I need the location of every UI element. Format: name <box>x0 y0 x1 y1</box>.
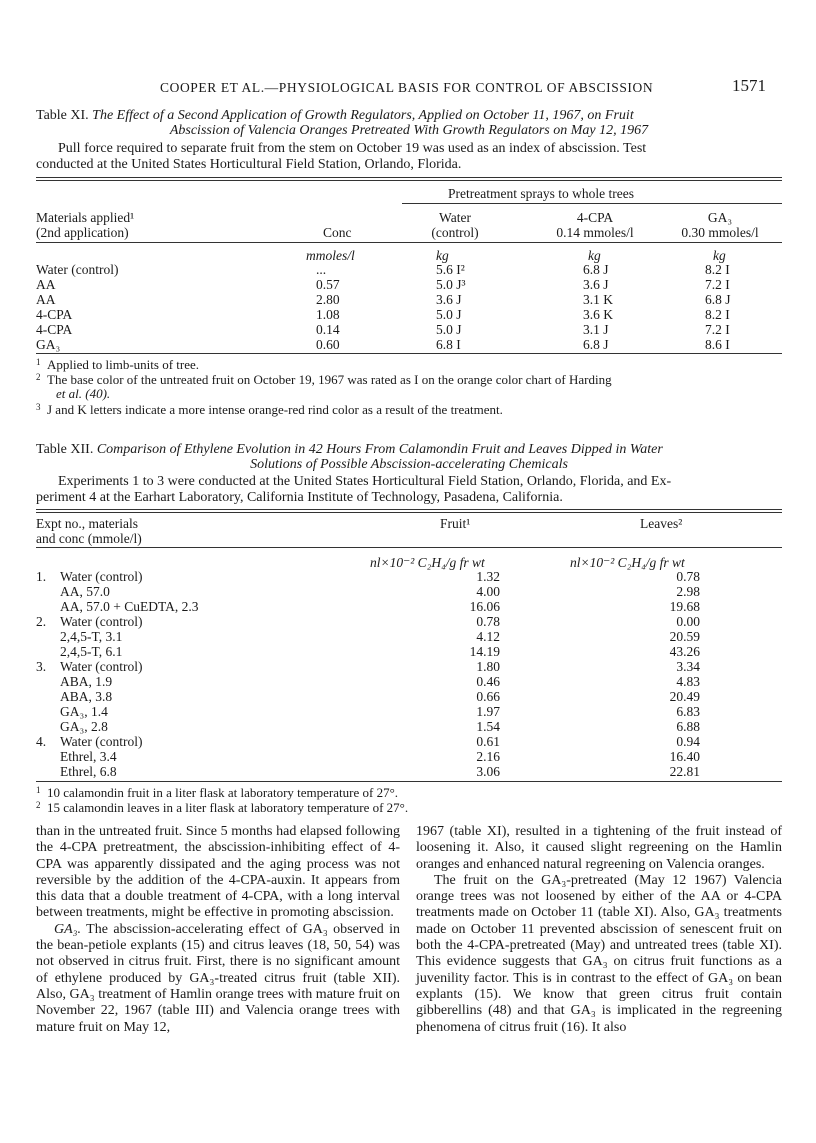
table12-label: Table XII. <box>36 442 94 457</box>
table-cell: 4.12 <box>476 629 500 644</box>
table-row: 2,4,5-T, 6.1 <box>60 644 123 659</box>
table12-col-expt-2: and conc (mmole/l) <box>36 531 142 546</box>
table-cell: 2.80 <box>316 292 340 307</box>
table-cell: 43.26 <box>669 644 700 659</box>
table11-header-rule <box>36 242 782 243</box>
body-right-column <box>416 824 782 1036</box>
table12-unit-leaves: nl×10⁻² C₂H₄/g fr wt <box>570 555 685 570</box>
table11-col-materials-2: (2nd application) <box>36 225 129 240</box>
table-cell: 1. <box>36 569 47 584</box>
table-cell: 1.32 <box>476 569 500 584</box>
table-cell: 1.80 <box>476 659 500 674</box>
table-cell: 5.6 I² <box>436 262 465 277</box>
table12-title-line1: Comparison of Ethylene Evolution in 42 Hours From Calamondin Fruit and Leaves Dipped in Water <box>96 442 663 457</box>
table-cell: 3.6 K <box>583 307 613 322</box>
table12-intro-line1: Experiments 1 to 3 were conducted at the United States Horticultural Field Station, Orlando, Florida, and Ex- <box>58 474 672 489</box>
table11-col-ga-1: GA₃ <box>707 210 733 225</box>
table11-footnote-2: $^2$ The base color of the untreated fruit on October 19, 1967 was rated as I on the orange color chart of Harding <box>36 372 612 387</box>
table-cell: 0.78 <box>676 569 700 584</box>
table-row: Water (control) <box>60 734 143 749</box>
table-cell: 1.08 <box>316 307 340 322</box>
table-cell: 20.59 <box>669 629 700 644</box>
page-number: 1571 <box>732 76 766 95</box>
table12-intro <box>36 474 782 506</box>
body-paragraph-text: The abscission-accelerating effect of GA₃ observed in the bean-petiole explants (15) and citrus leaves (18, 50, 54) was not observed in citrus fruit. First, there is no significant amount of ethylene produced by GA₃-treated citrus fruit (table XII). Also, GA₃ treatment of Hamlin orange trees with mature fruit on November 22, 1967 (table III) and Valencia orange trees with mature fruit on May 12, <box>36 921 400 1035</box>
table-cell: 5.0 J <box>436 307 462 322</box>
table11-top-rule <box>36 177 782 178</box>
table12-header-rule <box>36 547 782 548</box>
table12-footnote-1: $^1$ 10 calamondin fruit in a liter flask at laboratory temperature of 27°. <box>36 785 399 800</box>
table-cell: 0.57 <box>316 277 340 292</box>
table-cell: 1.54 <box>476 719 500 734</box>
table-cell: 2.16 <box>476 749 500 764</box>
table-row: AA <box>36 277 56 292</box>
table-cell: 8.2 I <box>705 307 730 322</box>
table12-col-leaves: Leaves² <box>640 516 683 531</box>
table11-group-rule <box>402 203 782 204</box>
table-cell: 16.06 <box>469 599 500 614</box>
footnote-text: 10 calamondin fruit in a liter flask at laboratory temperature of 27°. <box>47 785 399 800</box>
footnote-text: The base color of the untreated fruit on October 19, 1967 was rated as I on the orange color chart of Harding <box>47 372 612 387</box>
table11-col-cpa-2: 0.14 mmoles/l <box>556 225 634 240</box>
table-cell: 2.98 <box>676 584 700 599</box>
table11-title-line2: Abscission of Valencia Oranges Pretreated With Growth Regulators on May 12, 1967 <box>169 123 649 138</box>
table-row: GA₃, 2.8 <box>60 719 108 734</box>
table-cell: 5.0 J <box>436 322 462 337</box>
table-row: AA <box>36 292 56 307</box>
table-cell: 8.2 I <box>705 262 730 277</box>
table12-caption <box>36 442 782 472</box>
table-cell: 6.8 J <box>583 337 609 352</box>
table-cell: 0.78 <box>476 614 500 629</box>
table-row: Water (control) <box>60 614 143 629</box>
body-paragraph: The fruit on the GA₃-pretreated (May 12 1967) Valencia orange trees was not loosened by either of the AA or 4-CPA treatments made on October 11 (table XI). Also, GA₃ treatments made on October 11 prevented abscission of senescent fruit on both the 4-CPA-pretreated (May) and untreated trees (table XI). This evidence suggests that GA₃ on citrus fruit functions as a juvenility factor. This is in contrast to the effect of GA₃ on bean explants (15). We know that green citrus fruit contain gibberellins (48) and that GA₃ is implicated in the regreening phenomena of citrus fruit (16). It also <box>416 872 782 1035</box>
table11-intro <box>36 141 782 173</box>
table11-unit-water: kg <box>436 248 449 263</box>
table-cell: 6.88 <box>676 719 700 734</box>
table-row: AA, 57.0 + CuEDTA, 2.3 <box>60 599 199 614</box>
section-head: GA₃. <box>54 921 82 937</box>
table-row: ABA, 1.9 <box>60 674 113 689</box>
table-row: Ethrel, 3.4 <box>60 749 117 764</box>
table11-unit-ga: kg <box>713 248 726 263</box>
table-cell: 0.14 <box>316 322 340 337</box>
table12-top-rule <box>36 509 782 510</box>
body-paragraph: 1967 (table XI), resulted in a tightening of the fruit instead of loosening it. Also, it caused slight regreening on the Hamlin oranges and enhanced natural regreening on Valencia oranges. <box>416 824 782 872</box>
table-row: 4-CPA <box>36 322 73 337</box>
table-cell: 22.81 <box>669 764 700 779</box>
table-row: GA₃ <box>36 337 61 352</box>
table-cell: 8.6 I <box>705 337 730 352</box>
table-cell: 4.00 <box>476 584 500 599</box>
body-left-column <box>36 824 400 1036</box>
table11-col-conc: Conc <box>323 225 352 240</box>
table11-footnote-1: $^1$ Applied to limb-units of tree. <box>36 357 200 372</box>
table-cell: 3.6 J <box>436 292 462 307</box>
table-cell: 14.19 <box>469 644 500 659</box>
table12-footnote-2: $^2$ 15 calamondin leaves in a liter flask at laboratory temperature of 27°. <box>36 800 409 815</box>
table12-col-expt-1: Expt no., materials <box>36 516 138 531</box>
table12-col-fruit: Fruit¹ <box>440 516 471 531</box>
footnote-text: J and K letters indicate a more intense orange-red rind color as a result of the treatment. <box>47 402 503 417</box>
table12-unit-fruit: nl×10⁻² C₂H₄/g fr wt <box>370 555 485 570</box>
table11-col-water-2: (control) <box>431 225 479 240</box>
table-cell: 5.0 J³ <box>436 277 466 292</box>
table-cell: 0.00 <box>676 614 700 629</box>
table11-col-ga-2: 0.30 mmoles/l <box>681 225 759 240</box>
table12-bottom-rule <box>36 781 782 782</box>
table11-col-materials-1: Materials applied¹ <box>36 210 135 225</box>
table-cell: 6.83 <box>676 704 700 719</box>
table-row: Water (control) <box>36 262 119 277</box>
table-cell: 3. <box>36 659 47 674</box>
table-cell: 3.1 J <box>583 322 609 337</box>
table11-label: Table XI. <box>36 108 89 123</box>
table12-intro-line2: periment 4 at the Earhart Laboratory, California Institute of Technology, Pasadena, California. <box>36 490 563 505</box>
table-cell: 3.1 K <box>583 292 613 307</box>
table-cell: 4. <box>36 734 47 749</box>
table11-unit-cpa: kg <box>588 248 601 263</box>
table-cell: 3.06 <box>476 764 500 779</box>
footnote-text: 15 calamondin leaves in a liter flask at laboratory temperature of 27°. <box>47 800 409 815</box>
table11-intro-line2: conducted at the United States Horticultural Field Station, Orlando, Florida. <box>36 157 462 172</box>
table-row: AA, 57.0 <box>60 584 110 599</box>
table-cell: 6.8 J <box>583 262 609 277</box>
table-row: Ethrel, 6.8 <box>60 764 117 779</box>
table-cell: 7.2 I <box>705 277 730 292</box>
table-cell: ... <box>316 262 327 277</box>
table-cell: 16.40 <box>669 749 700 764</box>
table-cell: 4.83 <box>676 674 700 689</box>
table-cell: 7.2 I <box>705 322 730 337</box>
table-cell: 20.49 <box>669 689 700 704</box>
table12-title-line2: Solutions of Possible Abscission-accelerating Chemicals <box>250 457 568 472</box>
table-cell: 0.46 <box>476 674 500 689</box>
table11-bottom-rule <box>36 353 782 354</box>
table12-top-rule-2 <box>36 512 782 513</box>
table-cell: 2. <box>36 614 47 629</box>
table-cell: 0.61 <box>476 734 500 749</box>
table-cell: 3.34 <box>676 659 700 674</box>
table11-title-line1: The Effect of a Second Application of Growth Regulators, Applied on October 11, 1967, on Fruit <box>92 108 634 123</box>
table-row: GA₃, 1.4 <box>60 704 108 719</box>
table11-col-water-1: Water <box>439 210 471 225</box>
body-paragraph <box>36 922 400 1036</box>
table11-group-header: Pretreatment sprays to whole trees <box>448 186 634 201</box>
table11-unit-conc: mmoles/l <box>306 248 355 263</box>
table11-top-rule-2 <box>36 180 782 181</box>
table-cell: 0.66 <box>476 689 500 704</box>
table-cell: 19.68 <box>669 599 700 614</box>
table11-col-cpa-1: 4-CPA <box>576 210 614 225</box>
table-cell: 3.6 J <box>583 277 609 292</box>
running-title: COOPER ET AL.—PHYSIOLOGICAL BASIS FOR CONTROL OF ABSCISSION <box>160 80 654 95</box>
table11-footnote-2-cont: et al. (40). <box>56 386 111 401</box>
table-row: 4-CPA <box>36 307 73 322</box>
table-cell: 1.97 <box>476 704 500 719</box>
table-row: Water (control) <box>60 659 143 674</box>
table-row: ABA, 3.8 <box>60 689 113 704</box>
table-row: 2,4,5-T, 3.1 <box>60 629 123 644</box>
footnote-text: Applied to limb-units of tree. <box>47 357 200 372</box>
table-cell: 0.94 <box>676 734 700 749</box>
table11-intro-line1: Pull force required to separate fruit from the stem on October 19 was used as an index of abscission. Test <box>58 141 647 156</box>
table-cell: 0.60 <box>316 337 340 352</box>
table-cell: 6.8 J <box>705 292 731 307</box>
table11-footnote-3: $^3$ J and K letters indicate a more intense orange-red rind color as a result of the treatment. <box>36 402 503 417</box>
table-cell: 6.8 I <box>436 337 461 352</box>
table-row: Water (control) <box>60 569 143 584</box>
body-paragraph: than in the untreated fruit. Since 5 months had elapsed following the 4-CPA pretreatment, the abscission-inhibiting effect of 4-CPA was apparently dissipated and the aging process was not reversible by the addition of the 4-CPA-auxin. It appears from this data that a double treatment of 4-CPA, with a long interval between treatments, might be effective in promoting abscission. <box>36 824 400 921</box>
table11-caption <box>36 108 782 138</box>
